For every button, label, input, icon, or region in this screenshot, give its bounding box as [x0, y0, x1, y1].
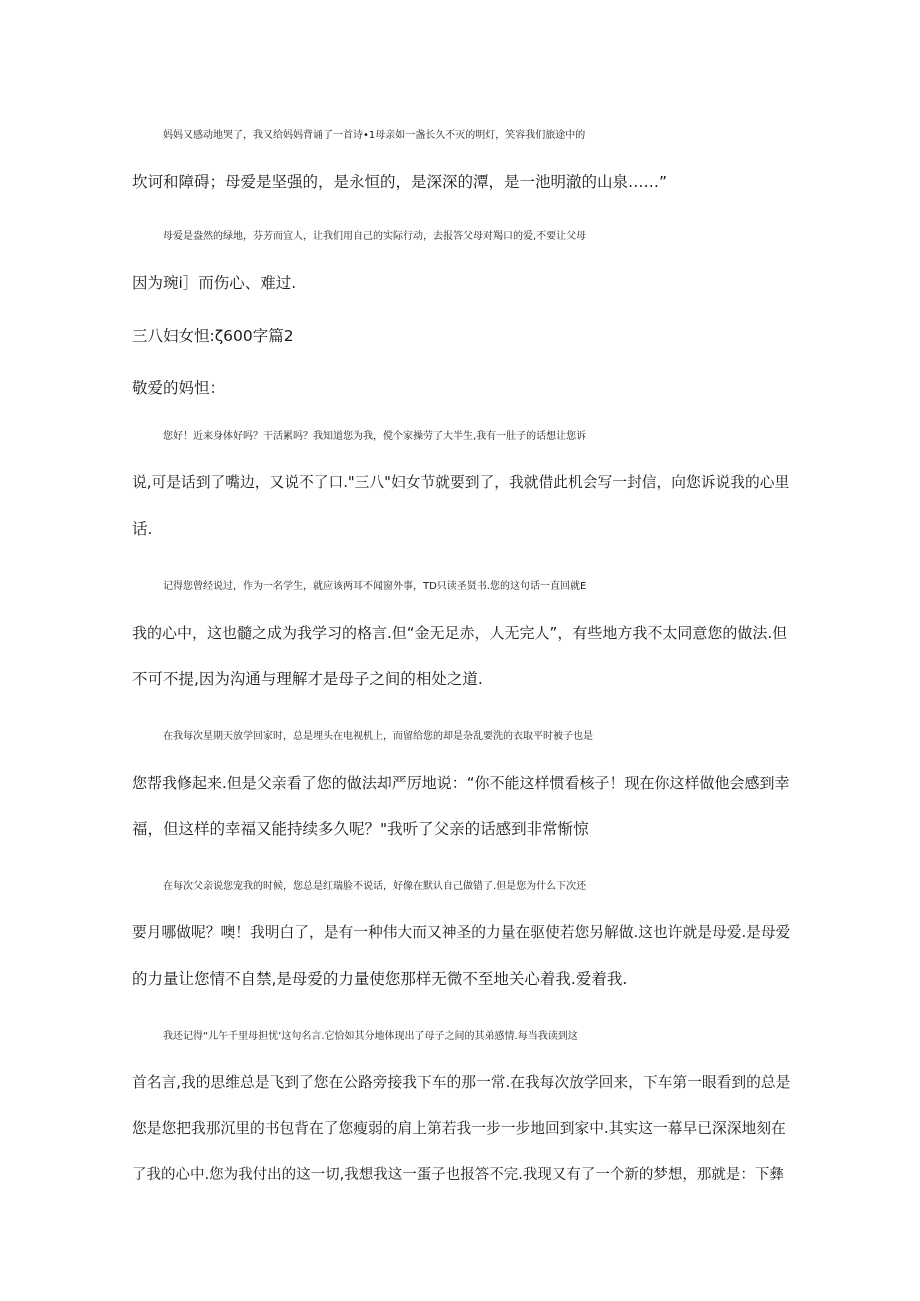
- paragraph-poem: [132, 113, 792, 205]
- paragraph-line: 福，但这样的幸福又能持续多久呢？"我听了父亲的话感到非常惭惊: [132, 820, 589, 838]
- paragraph-line: 坎诃和障碍；母爱是坚强的，是永恒的，是深深的潭，是一池明澈的山泉……”: [132, 173, 668, 191]
- paragraph-line: 首名言,我的思维总是飞到了您在公路旁接我下车的那一常.在我每次放学回来，下车第一眼看到的总是: [132, 1074, 791, 1091]
- paragraph-line: 在我每次星期天放学回家时，总是埋头在电视机上，而留给您的却是杂乱要洗的衣取平时被子也是: [163, 731, 593, 742]
- paragraph-line: 要月哪做呢？噢！我明白了，是有一种伟大而又神圣的力量在驱使若您另解做.这也许就是母爱.是母爱: [132, 924, 791, 941]
- paragraph-line: 说,可是话到了嘴边，又说不了口."三八"妇女节就要到了，我就借此机会写一封信，向您诉说我的心里: [132, 474, 790, 491]
- paragraph-line: 了我的心中.您为我付出的这一切,我想我这一蛋子也报答不完.我现又有了一个新的梦想，那就是：下彝: [132, 1167, 784, 1183]
- paragraph-line: 记得您曾经说过，作为一名学生，就应该两耳不闻窗外事，TD只读圣贤书.您的这句话一直回就E: [163, 581, 587, 592]
- letter-paragraph-motto: [132, 564, 792, 702]
- letter-paragraph-greeting: [132, 414, 792, 552]
- paragraph-line: 我的心中，这也髓之成为我学习的格言.但“金无足赤，人无完人”，有些地方我不太同意您的做法.但: [132, 624, 788, 642]
- paragraph-line: 在每次父亲说您宠我的时候，您总是红瑞脸不说话，好像在默认自己做错了.但是您为什么下次还: [163, 881, 587, 892]
- paragraph-line: 您帮我修起来.但是父亲看了您的做法却严厉地说：“你不能这样惯看核子！现在你这样做他会感到幸: [132, 774, 790, 792]
- paragraph-line: 我还记得“儿午千里母担忧’这句名言.它恰如其分地体现出了母子之间的其弟感情.每当我读到这: [163, 1031, 578, 1042]
- letter-paragraph-mother-love: [132, 864, 792, 1002]
- paragraph-green-field: [132, 214, 792, 306]
- letter-paragraph-memory: [132, 1014, 792, 1198]
- letter-salutation: 敬爱的妈怛：: [132, 379, 226, 397]
- paragraph-line: 话.: [132, 520, 153, 538]
- paragraph-line: 您好！近来身体好吗？干活累吗？我知道您为我，傥个家操劳了大半生,我有一肚子的话想让您诉: [163, 431, 587, 442]
- paragraph-line: 妈妈又感动地哭了，我又给妈妈背诵了一首诗•1母亲如一盏长久不灭的明灯，笑容我们旅途中的: [163, 130, 586, 141]
- letter-paragraph-weekend: [132, 714, 792, 852]
- section-title: 三八妇女怛:ζ600字篇2: [132, 327, 294, 345]
- paragraph-line: 的力量让您情不自禁,是母爱的力量使您那样无微不至地关心着我.爱着我.: [132, 970, 628, 988]
- paragraph-line: 母爱是盎然的绿地，芬芳而宜人，让我们用自己的实际行动，去报答父母对羯口的爱,不要让父母: [163, 231, 587, 242]
- paragraph-line: 不可不提,因为沟通与理解才是母子之间的相处之道.: [132, 670, 483, 688]
- paragraph-line: 因为琬i］而伤心、难过.: [132, 274, 297, 292]
- paragraph-line: 您是您把我那沉里的书包背在了您瘦弱的肩上第若我一步一步地回到家中.其实这一幕早已深深地刻在: [132, 1120, 786, 1137]
